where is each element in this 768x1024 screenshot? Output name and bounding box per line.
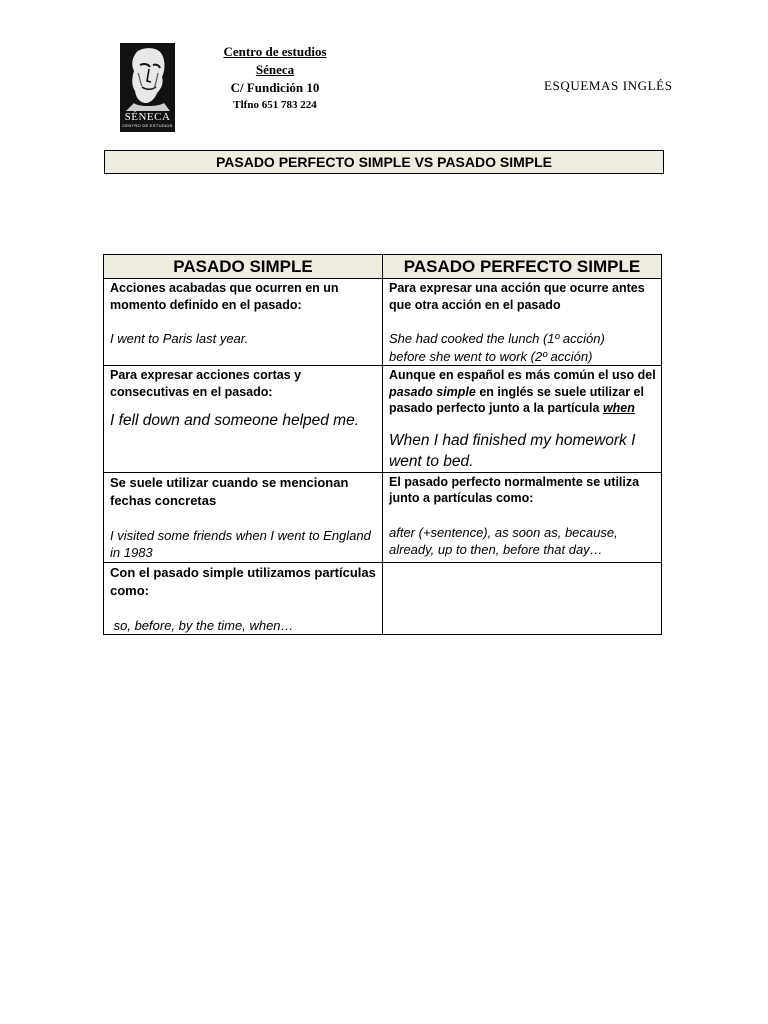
table-row [104, 366, 662, 473]
subject-label: ESQUEMAS INGLÉS [544, 78, 673, 93]
table-cell [104, 472, 383, 562]
text-segment-when: when [602, 401, 635, 415]
table-header-row [104, 255, 662, 279]
center-name-line1: Centro de estudios [223, 44, 327, 59]
cell-description: Se suele utilizar cuando se mencionan fechas concretas [110, 474, 349, 508]
table-cell [383, 366, 662, 473]
cell-description: Para expresar acciones cortas y consecutivas en el pasado: [110, 368, 302, 399]
comparison-table [103, 254, 662, 635]
logo-name: SÉNECA [124, 111, 171, 123]
table-cell [383, 279, 662, 366]
table-row [104, 472, 662, 562]
cell-description [389, 366, 657, 417]
text-segment: en inglés se suele utilizar el pasado perfecto junto a la partícula [389, 384, 644, 415]
cell-example: I fell down and someone helped me. [110, 412, 360, 429]
center-phone: Tlfno 651 783 224 [233, 99, 317, 111]
logo-subtext: CENTRO DE ESTUDIOS [122, 123, 173, 128]
cell-description: Para expresar una acción que ocurre antes que otra acción en el pasado [389, 281, 645, 312]
table-cell [104, 562, 383, 635]
cell-example: so, before, by the time, when… [110, 617, 294, 633]
center-info [200, 43, 350, 113]
cell-example: after (+sentence), as soon as, because, already, up to then, before that day… [389, 524, 618, 557]
cell-description: Acciones acabadas que ocurren en un momento definido en el pasado: [110, 281, 339, 312]
cell-description: El pasado perfecto normalmente se utiliza junto a partículas como: [389, 474, 640, 505]
text-segment: Aunque en español es más común el uso del [389, 368, 656, 382]
table-row [104, 279, 662, 366]
table-cell [104, 279, 383, 366]
cell-example: I visited some friends when I went to England in 1983 [110, 527, 371, 560]
cell-example: before she went to work (2º acción) [389, 348, 593, 364]
column-header-pasado-simple: PASADO SIMPLE [104, 255, 383, 279]
column-header-pasado-perfecto: PASADO PERFECTO SIMPLE [383, 255, 662, 279]
table-row [104, 562, 662, 635]
table-cell [104, 366, 383, 473]
center-name-line2: Séneca [255, 62, 295, 77]
cell-example: I went to Paris last year. [110, 331, 249, 346]
cell-description: Con el pasado simple utilizamos partículas como: [110, 564, 376, 598]
seneca-logo [120, 43, 175, 132]
page-title: PASADO PERFECTO SIMPLE VS PASADO SIMPLE [104, 150, 664, 174]
table-cell [383, 472, 662, 562]
cell-example: When I had finished my homework I went to bed. [389, 431, 636, 470]
seneca-bust-icon [120, 43, 175, 111]
text-segment-italic: pasado simple [389, 384, 476, 399]
center-address: C/ Fundición 10 [230, 80, 320, 95]
cell-example: She had cooked the lunch (1º acción) [389, 331, 605, 346]
table-cell-empty [383, 562, 662, 635]
